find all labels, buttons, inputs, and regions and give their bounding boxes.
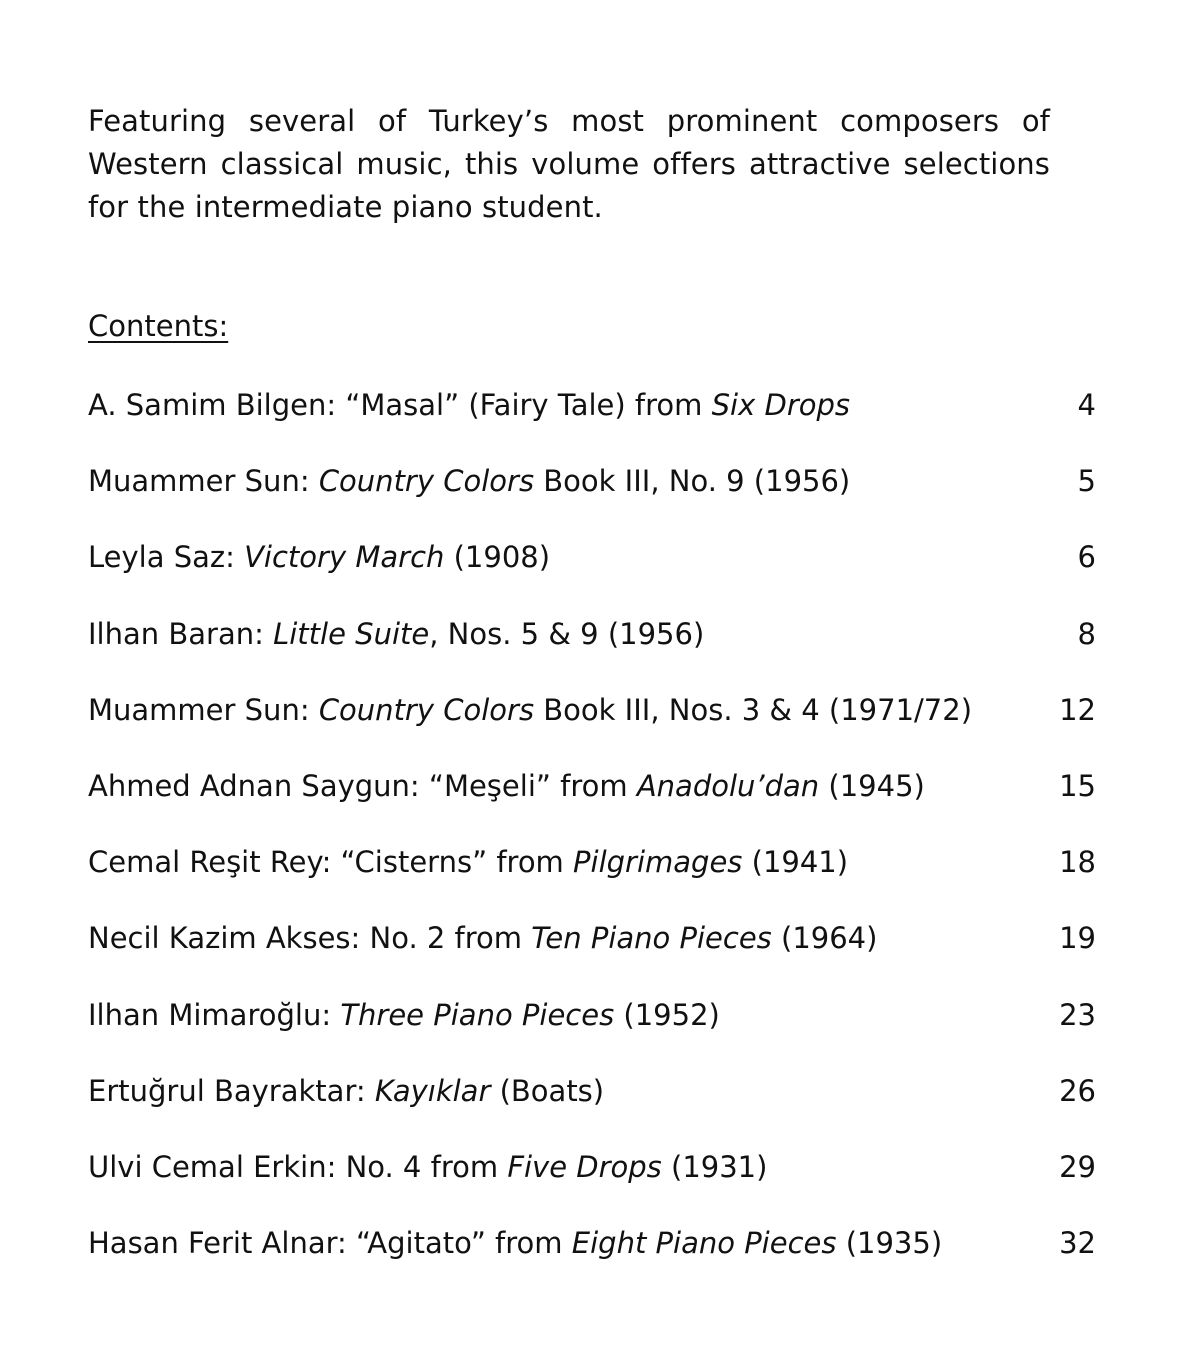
- toc-page-number: 8: [1077, 616, 1096, 651]
- toc-work-title: Kayıklar: [374, 1073, 491, 1108]
- intro-paragraph: Featuring several of Turkey’s most prominent composers of Western classical music, this volume offers attractive selections for the intermediate piano student.: [88, 104, 1050, 224]
- toc-page-number: 29: [1059, 1149, 1096, 1184]
- toc-entry-text: Ahmed Adnan Saygun: “Meşeli” from: [88, 768, 637, 803]
- toc-entry-text: (1945): [819, 768, 925, 803]
- toc-entry-title: [88, 690, 972, 730]
- toc-work-title: Three Piano Pieces: [340, 997, 615, 1032]
- toc-entry-title: [88, 537, 550, 577]
- toc-entry-text: Book III, No. 9 (1956): [534, 464, 851, 499]
- toc-entry-text: Ilhan Baran:: [88, 616, 274, 651]
- toc-entry-text: A. Samim Bilgen: “Masal” (Fairy Tale) from: [88, 388, 712, 422]
- toc-entry-text: Hasan Ferit Alnar: “Agitato” from: [88, 1226, 572, 1261]
- document-page: [88, 100, 1096, 1261]
- toc-work-title: Five Drops: [507, 1149, 662, 1184]
- toc-entry: [88, 537, 1096, 613]
- toc-entry-title: [88, 1147, 767, 1187]
- toc-entry: [88, 385, 1096, 461]
- toc-entry: [88, 995, 1096, 1071]
- toc-entry: [88, 614, 1096, 690]
- toc-work-title: Eight Piano Pieces: [571, 1226, 837, 1261]
- toc-entry-text: Muammer Sun:: [88, 692, 319, 727]
- toc-work-title: Country Colors: [318, 692, 535, 727]
- toc-entry-text: Cemal Reşit Rey: “Cisterns” from: [88, 845, 574, 880]
- toc-entry-title: [88, 614, 704, 654]
- toc-entry: [88, 766, 1096, 842]
- toc-page-number: 26: [1059, 1073, 1096, 1108]
- toc-entry: [88, 461, 1096, 537]
- toc-entry-text: Muammer Sun:: [88, 464, 319, 499]
- toc-work-title: Anadolu’dan: [636, 768, 820, 803]
- toc-page-number: 4: [1077, 388, 1096, 422]
- toc-entry-title: [88, 1071, 604, 1111]
- contents-heading: Contents:: [88, 309, 229, 343]
- toc-entry-text: Book III, Nos. 3 & 4 (1971/72): [534, 692, 973, 727]
- toc-page-number: 23: [1059, 997, 1096, 1032]
- toc-entry-title: [88, 918, 877, 958]
- toc-entry-title: [88, 461, 850, 501]
- toc-entry-text: (1964): [771, 921, 878, 956]
- toc-entry: [88, 1071, 1096, 1147]
- toc-entry-text: Ilhan Mimaroğlu:: [88, 997, 341, 1032]
- toc-entry: [88, 842, 1096, 918]
- toc-entry-text: Leyla Saz:: [88, 540, 245, 575]
- toc-entry-text: (Boats): [490, 1073, 605, 1108]
- toc-entry: [88, 918, 1096, 994]
- toc-entry-text: (1941): [742, 845, 849, 880]
- toc-work-title: Ten Piano Pieces: [531, 921, 772, 956]
- toc-work-title: Victory March: [244, 540, 445, 575]
- toc-page-number: 32: [1059, 1226, 1096, 1261]
- toc-entry-title: [88, 766, 925, 806]
- toc-work-title: Country Colors: [318, 464, 535, 499]
- toc-work-title: Little Suite: [273, 616, 430, 651]
- toc-entry-text: , Nos. 5 & 9 (1956): [429, 616, 705, 651]
- toc-entry-text: (1952): [614, 997, 720, 1032]
- toc-entry-text: (1908): [444, 540, 551, 575]
- toc-entry-title: [88, 1223, 942, 1263]
- toc-page-number: 12: [1059, 692, 1096, 727]
- toc-entry-text: (1935): [836, 1226, 943, 1261]
- toc-entry-text: Ulvi Cemal Erkin: No. 4 from: [88, 1149, 508, 1184]
- toc-entry-title: [88, 995, 720, 1035]
- table-of-contents: [88, 385, 1096, 1299]
- toc-entry: [88, 690, 1096, 766]
- toc-entry-text: Ertuğrul Bayraktar:: [88, 1073, 375, 1108]
- toc-entry-title: [88, 385, 850, 425]
- toc-work-title: Pilgrimages: [573, 845, 743, 880]
- toc-page-number: 5: [1077, 464, 1096, 499]
- toc-entry: [88, 1223, 1096, 1299]
- toc-page-number: 6: [1077, 540, 1096, 575]
- toc-entry-text: Necil Kazim Akses: No. 2 from: [88, 921, 532, 956]
- toc-entry: [88, 1147, 1096, 1223]
- toc-page-number: 19: [1059, 921, 1096, 956]
- toc-page-number: 15: [1059, 768, 1096, 803]
- toc-page-number: 18: [1059, 845, 1096, 880]
- toc-entry-text: (1931): [661, 1149, 768, 1184]
- toc-work-title: Six Drops: [711, 388, 850, 422]
- toc-entry-title: [88, 842, 848, 882]
